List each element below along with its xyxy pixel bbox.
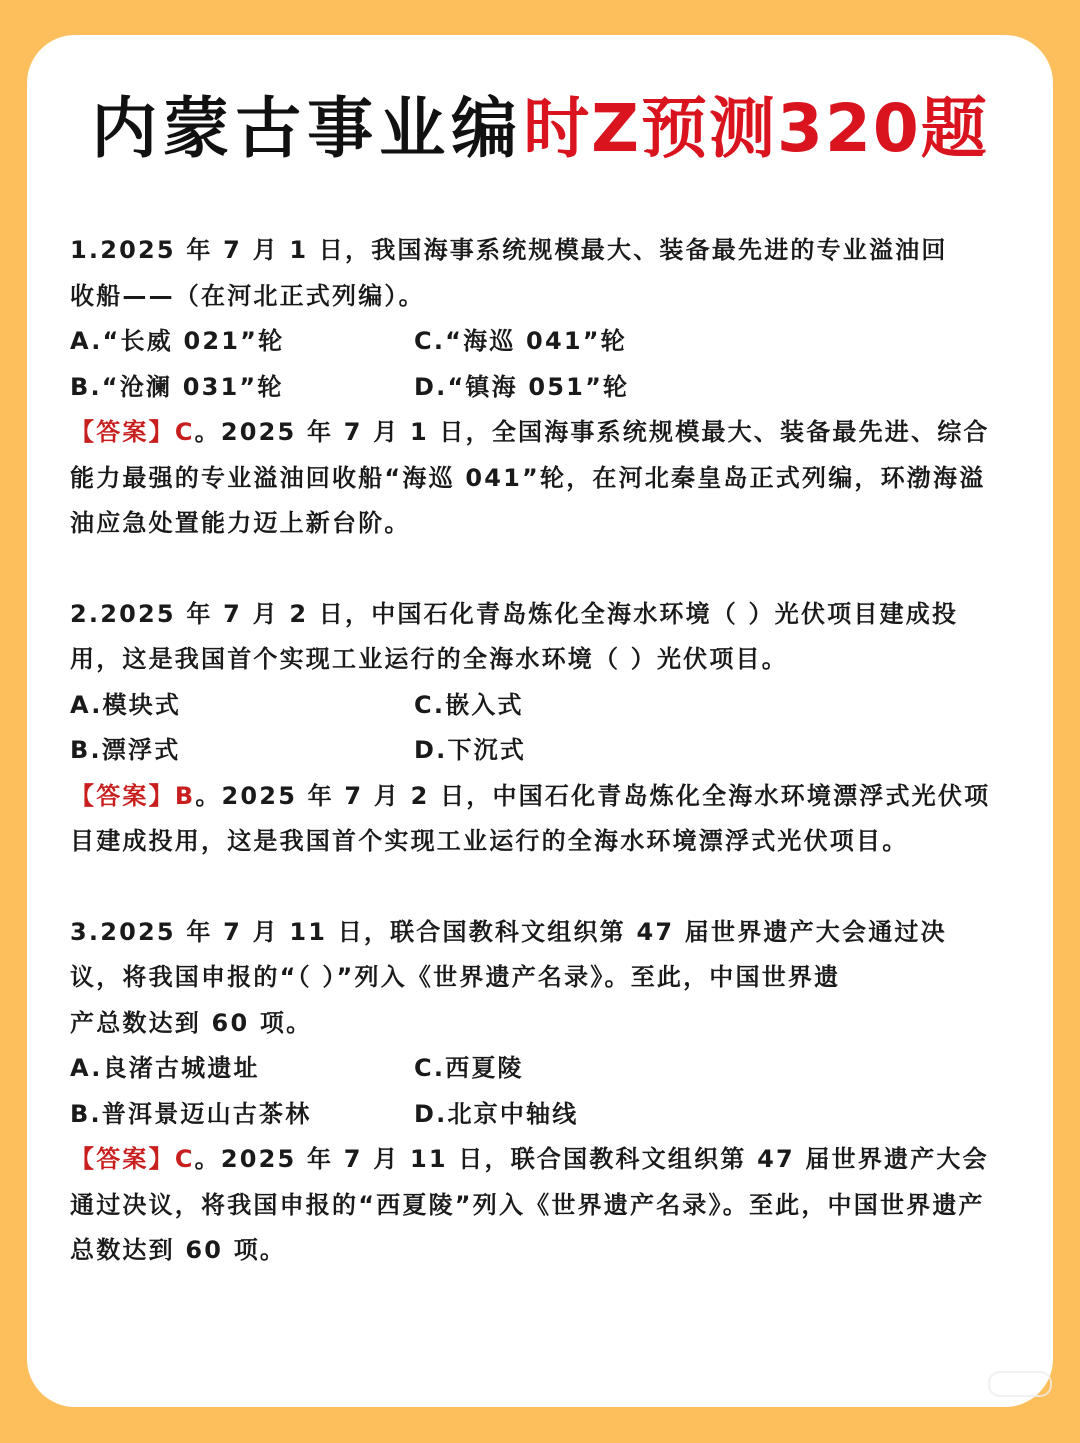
option-a: A.模块式: [70, 690, 182, 719]
question-text-line: 用，这是我国首个实现工业运行的全海水环境（ ）光伏项目。: [70, 645, 788, 673]
answer-text: 。2025 年 7 月 11 日，联合国教科文组织第 47 届世界遗产大会通过决议，将我国申报的“西夏陵”列入《世界遗产名录》。至此，中国世界遗产总数达到 60 项。: [70, 1145, 989, 1264]
option-row: [70, 1046, 1010, 1092]
question-text-line: 2.2025 年 7 月 2 日，中国石化青岛炼化全海水环境（ ）光伏项目建成投: [70, 599, 959, 628]
title-red-part: 时Z预测320题: [523, 90, 989, 167]
option-b: B.“沧澜 031”轮: [70, 372, 284, 401]
answer-tag: 【答案】: [70, 1145, 175, 1173]
option-row: [70, 683, 1010, 729]
answer-letter: C: [174, 418, 195, 446]
answer-explanation: [70, 774, 1010, 865]
question-text-line: 1.2025 年 7 月 1 日，我国海事系统规模最大、装备最先进的专业溢油回: [70, 236, 948, 264]
option-c: C.嵌入式: [414, 690, 524, 719]
option-d: D.“镇海 051”轮: [414, 372, 630, 401]
question-text-line: 议，将我国申报的“（ ）”列入《世界遗产名录》。至此，中国世界遗: [70, 963, 841, 991]
watermark-icon: [988, 1371, 1052, 1397]
option-a: A.良渚古城遗址: [70, 1054, 260, 1082]
question-text-line: 3.2025 年 7 月 11 日，联合国教科文组织第 47 届世界遗产大会通过决: [70, 917, 947, 946]
answer-explanation: [70, 410, 1010, 547]
option-d: D.下沉式: [414, 736, 527, 764]
option-b: B.漂浮式: [70, 736, 181, 764]
answer-tag: 【答案】: [70, 418, 175, 446]
option-row: [70, 1092, 1010, 1138]
answer-tag: 【答案】: [70, 781, 175, 810]
option-row: [70, 365, 1010, 411]
question-block: [70, 228, 1010, 547]
title-black-part: 内蒙古事业编: [91, 90, 524, 167]
option-d: D.北京中轴线: [414, 1099, 579, 1128]
answer-letter: C: [174, 1145, 195, 1173]
option-c: C.“海巡 041”轮: [414, 327, 627, 355]
question-block: [70, 910, 1010, 1274]
answer-text: 。2025 年 7 月 1 日，全国海事系统规模最大、装备最先进、综合能力最强的专业溢油回收船“海巡 041”轮，在河北秦皇岛正式列编，环渤海溢油应急处置能力迈上新台阶。: [70, 418, 990, 537]
answer-explanation: [70, 1137, 1010, 1274]
answer-text: 。2025 年 7 月 2 日，中国石化青岛炼化全海水环境漂浮式光伏项目建成投用，这是我国首个实现工业运行的全海水环境漂浮式光伏项目。: [70, 781, 991, 855]
option-row: [70, 319, 1010, 365]
option-b: B.普洱景迈山古茶林: [70, 1099, 312, 1128]
option-row: [70, 728, 1010, 774]
option-c: C.西夏陵: [414, 1054, 524, 1082]
question-list: [70, 228, 1010, 1319]
question-block: [70, 592, 1010, 865]
answer-letter: B: [174, 781, 196, 810]
page-title: [0, 75, 1080, 170]
question-text-line: 产总数达到 60 项。: [70, 1008, 313, 1037]
question-text-line: 收船——（在河北正式列编）。: [70, 281, 425, 310]
option-a: A.“长威 021”轮: [70, 327, 285, 355]
